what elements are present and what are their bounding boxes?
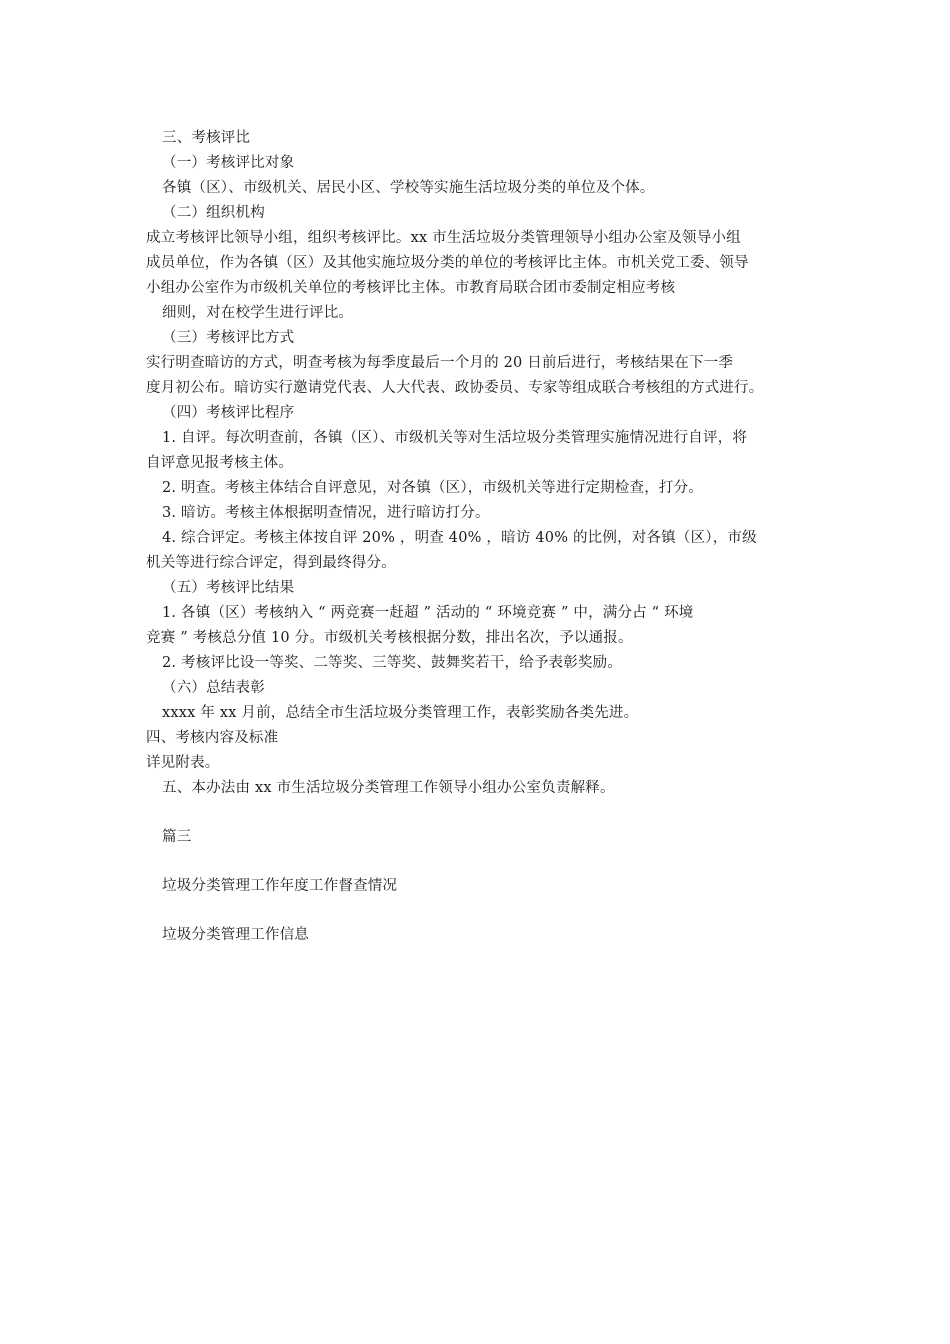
paragraph-line: 2. 考核评比设一等奖、二等奖、三等奖、鼓舞奖若干，给予表彰奖励。: [162, 655, 623, 671]
paragraph-line: 详见附表。: [146, 755, 220, 771]
paragraph-line: 机关等进行综合评定，得到最终得分。: [146, 555, 396, 571]
section-heading-4: 四、考核内容及标准: [146, 730, 279, 746]
subheading-3: （三）考核评比方式: [162, 330, 295, 346]
paragraph-line: 细则，对在校学生进行评比。: [162, 305, 354, 321]
subheading-4: （四）考核评比程序: [162, 405, 295, 421]
heading-line: 垃圾分类管理工作年度工作督查情况: [162, 878, 398, 894]
paragraph-line: 自评意见报考核主体。: [146, 455, 293, 471]
paragraph-line: 2. 明查。考核主体结合自评意见，对各镇（区），市级机关等进行定期检查，打分。: [162, 480, 703, 496]
paragraph-line: 成立考核评比领导小组，组织考核评比。xx 市生活垃圾分类管理领导小组办公室及领导小组: [146, 230, 741, 246]
paragraph-line: 3. 暗访。考核主体根据明查情况，进行暗访打分。: [162, 505, 490, 521]
subheading-5: （五）考核评比结果: [162, 580, 295, 596]
paragraph-line: 实行明查暗访的方式，明查考核为每季度最后一个月的 20 日前后进行，考核结果在下一季: [146, 355, 734, 371]
subheading-6: （六）总结表彰: [162, 680, 265, 696]
paragraph-line: 度月初公布。暗访实行邀请党代表、人大代表、政协委员、专家等组成联合考核组的方式进行。: [146, 380, 764, 396]
paragraph-line: 竞赛 ” 考核总分值 10 分。市级机关考核根据分数，排出名次，予以通报。: [146, 630, 633, 646]
subheading-2: （二）组织机构: [162, 205, 265, 221]
paragraph-line: 1. 各镇（区）考核纳入 “ 两竞赛一赶超 ” 活动的 “ 环境竞赛 ” 中，满分占 “ 环境: [162, 605, 694, 621]
paragraph-line: 4. 综合评定。考核主体按自评 20% ，明查 40% ，暗访 40% 的比例，对各镇（区），市级: [162, 530, 757, 546]
section-heading-5: 五、本办法由 xx 市生活垃圾分类管理工作领导小组办公室负责解释。: [162, 780, 615, 796]
paragraph-line: 1. 自评。每次明查前，各镇（区）、市级机关等对生活垃圾分类管理实施情况进行自评，将: [162, 430, 748, 446]
heading-line: 垃圾分类管理工作信息: [162, 927, 309, 943]
paragraph-line: 成员单位，作为各镇（区）及其他实施垃圾分类的单位的考核评比主体。市机关党工委、领导: [146, 255, 749, 271]
section-heading-3: 三、考核评比: [162, 130, 251, 146]
subheading-1: （一）考核评比对象: [162, 155, 295, 171]
chapter-title: 篇三: [162, 829, 192, 845]
paragraph-line: 小组办公室作为市级机关单位的考核评比主体。市教育局联合团市委制定相应考核: [146, 280, 676, 296]
paragraph-line: xxxx 年 xx 月前，总结全市生活垃圾分类管理工作，表彰奖励各类先进。: [162, 705, 639, 721]
paragraph-line: 各镇（区）、市级机关、居民小区、学校等实施生活垃圾分类的单位及个体。: [162, 180, 655, 196]
